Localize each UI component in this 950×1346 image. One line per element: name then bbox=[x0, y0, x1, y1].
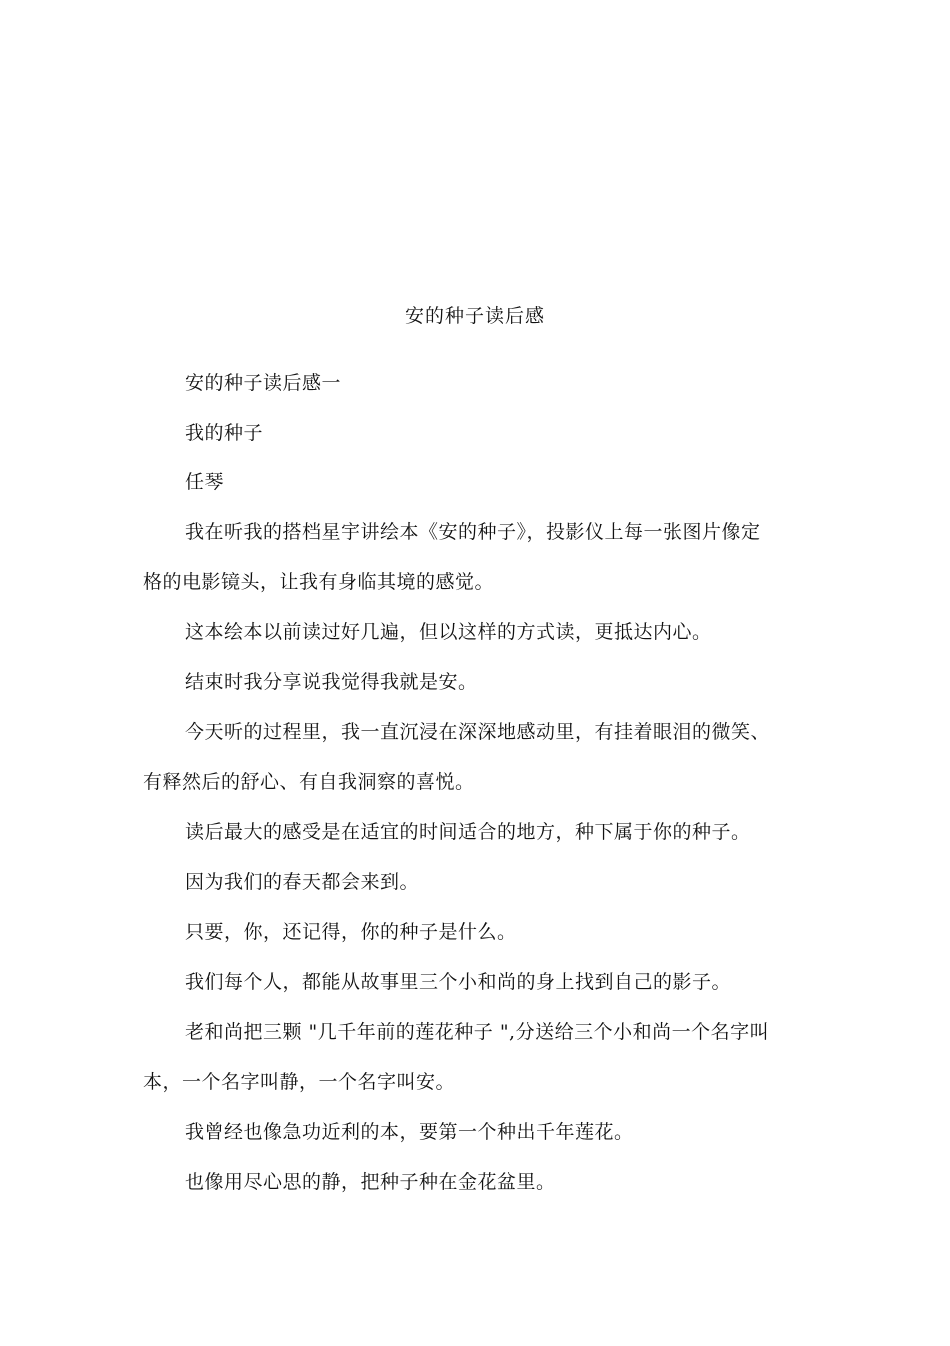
paragraph-line: 本，一个名字叫静，一个名字叫安。 bbox=[143, 1071, 456, 1093]
paragraph-line: 有释然后的舒心、有自我洞察的喜悦。 bbox=[143, 771, 475, 793]
paragraph-line: 读后最大的感受是在适宜的时间适合的地方，种下属于你的种子。 bbox=[185, 821, 751, 843]
document-title: 安的种子读后感 bbox=[404, 305, 545, 327]
paragraph-line: 我曾经也像急功近利的本，要第一个种出千年莲花。 bbox=[185, 1121, 634, 1143]
paragraph-line: 只要，你，还记得，你的种子是什么。 bbox=[185, 921, 517, 943]
paragraph-line: 结束时我分享说我觉得我就是安。 bbox=[185, 671, 478, 693]
paragraph-line: 任琴 bbox=[185, 471, 225, 493]
paragraph-line: 这本绘本以前读过好几遍，但以这样的方式读，更抵达内心。 bbox=[185, 621, 712, 643]
paragraph-line: 我在听我的搭档星宇讲绘本《安的种子》，投影仪上每一张图片像定 bbox=[185, 521, 761, 543]
paragraph-line: 我的种子 bbox=[185, 422, 264, 444]
paragraph-line: 格的电影镜头，让我有身临其境的感觉。 bbox=[143, 571, 495, 593]
paragraph-line: 也像用尽心思的静，把种子种在金花盆里。 bbox=[185, 1171, 556, 1193]
paragraph-line: 我们每个人，都能从故事里三个小和尚的身上找到自己的影子。 bbox=[185, 971, 732, 993]
paragraph-line: 因为我们的春天都会来到。 bbox=[185, 871, 420, 893]
paragraph-line: 老和尚把三颗 "几千年前的莲花种子 ",分送给三个小和尚一个名字叫 bbox=[185, 1021, 770, 1043]
paragraph-line: 安的种子读后感一 bbox=[185, 372, 342, 394]
paragraph-line: 今天听的过程里，我一直沉浸在深深地感动里，有挂着眼泪的微笑、 bbox=[185, 721, 771, 743]
